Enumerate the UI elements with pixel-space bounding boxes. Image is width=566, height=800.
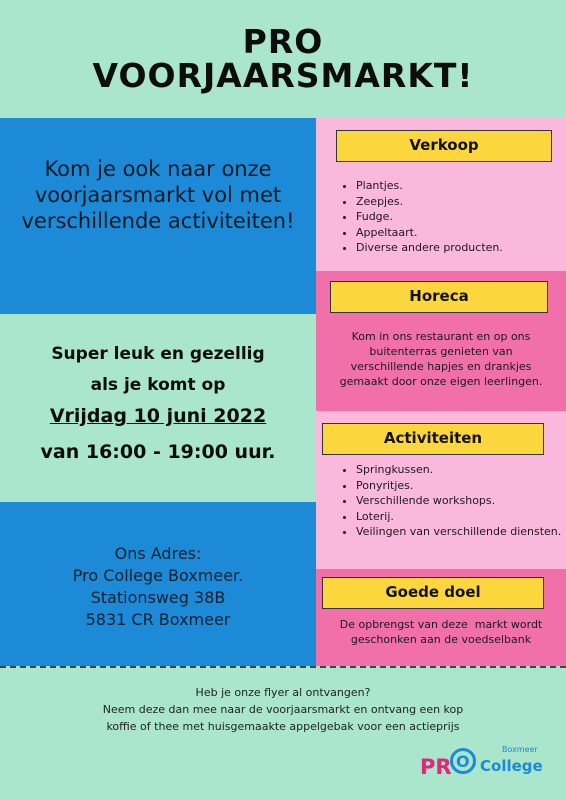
flyer-text	[0, 684, 566, 735]
horeca-text	[324, 329, 558, 389]
intro-line: Kom je ook naar onze	[44, 157, 272, 181]
list-item: • Fudge.	[356, 209, 566, 225]
horeca-heading: Horeca	[330, 281, 548, 313]
event-panel	[0, 314, 316, 502]
list-item: • Appeltaart.	[356, 225, 566, 241]
goede-doel-line: geschonken aan de voedselbank	[350, 633, 532, 646]
horeca-line: verschillende hapjes en drankjes	[350, 360, 532, 373]
event-date-text: Vrijdag 10 juni 2022	[49, 405, 267, 427]
address-text	[0, 543, 316, 631]
list-item: • Ponyritjes.	[356, 478, 566, 494]
activiteiten-list	[338, 462, 566, 540]
verkoop-heading: Verkoop	[336, 130, 552, 162]
event-date	[0, 405, 316, 427]
horeca-panel	[316, 271, 566, 411]
logo-o: O	[456, 752, 470, 771]
logo-place: Boxmeer	[502, 745, 538, 754]
page-title-line-1: PRO	[242, 22, 324, 61]
flyer-line: Heb je onze flyer al ontvangen?	[195, 686, 371, 699]
list-item: • Loterij.	[356, 509, 566, 525]
goede-doel-line: De opbrengst van deze markt wordt	[339, 618, 543, 631]
event-line-2: als je komt op	[90, 375, 226, 395]
goede-doel-panel	[316, 569, 566, 666]
cut-line	[0, 666, 566, 668]
flyer-line: Neem deze dan mee naar de voorjaarsmarkt en ontvang een kop	[102, 703, 464, 716]
pro-college-logo	[420, 745, 550, 785]
intro-text	[10, 156, 306, 234]
intro-panel	[0, 118, 316, 314]
logo-pr: PR	[420, 755, 452, 779]
verkoop-list	[338, 178, 566, 256]
intro-line: verschillende activiteiten!	[21, 209, 295, 233]
list-item: • Plantjes.	[356, 178, 566, 194]
address-line: Pro College Boxmeer.	[72, 566, 244, 585]
goede-doel-text	[322, 617, 560, 647]
list-item: • Zeepjes.	[356, 194, 566, 210]
activiteiten-panel	[316, 411, 566, 569]
event-time: van 16:00 - 19:00 uur.	[40, 441, 276, 463]
page-title-line-2: VOORJAARSMARKT!	[92, 56, 474, 95]
horeca-line: gemaakt door onze eigen leerlingen.	[339, 375, 543, 388]
flyer-line: koffie of thee met huisgemaakte appelgebak voor een actieprijs	[106, 720, 460, 733]
logo-college: College	[480, 757, 543, 775]
address-line: 5831 CR Boxmeer	[85, 610, 231, 629]
list-item: • Diverse andere producten.	[356, 240, 566, 256]
list-item: • Veilingen van verschillende diensten.	[356, 524, 566, 540]
list-item: • Verschillende workshops.	[356, 493, 566, 509]
horeca-line: buitenterras genieten van	[369, 345, 513, 358]
address-panel	[0, 502, 316, 666]
horeca-line: Kom in ons restaurant en op ons	[351, 330, 531, 343]
intro-line: voorjaarsmarkt vol met	[34, 183, 282, 207]
event-line-1: Super leuk en gezellig	[51, 344, 265, 364]
address-line: Stationsweg 38B	[90, 588, 226, 607]
address-heading: Ons Adres:	[114, 544, 202, 563]
list-item: • Springkussen.	[356, 462, 566, 478]
verkoop-panel	[316, 118, 566, 271]
goede-doel-heading: Goede doel	[322, 577, 544, 609]
activiteiten-heading: Activiteiten	[322, 423, 544, 455]
